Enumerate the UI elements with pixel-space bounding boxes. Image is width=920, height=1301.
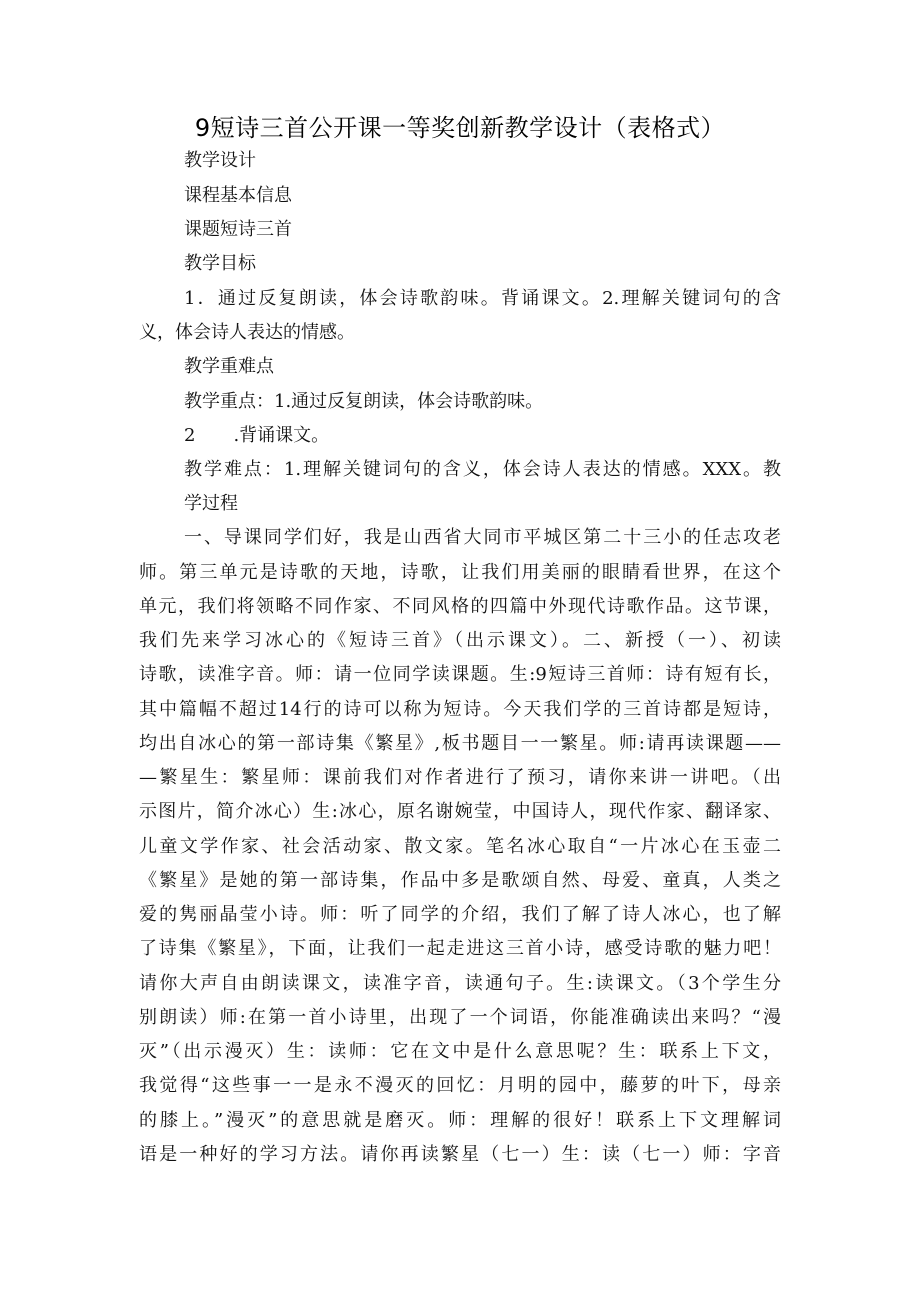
body-line: 单元，我们将领略不同作家、不同风格的四篇中外现代诗歌作品。这节课， — [139, 596, 781, 617]
heading-process: 学过程 — [184, 493, 238, 514]
body-line: 的膝上。”漫灭”的意思就是磨灭。师：理解的很好！联系上下文理解词 — [139, 1110, 781, 1131]
key-point-2-text: .背诵课文。 — [233, 425, 330, 446]
heading-key-difficult: 教学重难点 — [184, 356, 274, 377]
document-title: 9短诗三首公开课一等奖创新教学设计（表格式） — [194, 114, 726, 142]
goals-line-1: 1．通过反复朗读，体会诗歌韵味。背诵课文。2.理解关键词句的含 — [184, 288, 781, 309]
body-line: 灭”（出示漫灭）生：读师：它在文中是什么意思呢？生：联系上下文， — [139, 1041, 781, 1062]
body-line: 语是一种好的学习方法。请你再读繁星（七一）生：读（七一）师：字音 — [139, 1144, 781, 1165]
body-line: 请你大声自由朗读课文，读准字音，读通句子。生:读课文。（3个学生分 — [139, 973, 781, 994]
heading-teaching-design: 教学设计 — [184, 150, 256, 171]
key-point-2 — [184, 423, 329, 449]
body-line: 了诗集《繁星》，下面，让我们一起走进这三首小诗，感受诗歌的魅力吧！ — [139, 938, 781, 959]
heading-topic: 课题短诗三首 — [184, 219, 292, 240]
body-line: 一、导课同学们好，我是山西省大同市平城区第二十三小的任志攻老 — [184, 527, 781, 548]
body-line: —繁星生：繁星师：课前我们对作者进行了预习，请你来讲一讲吧。（出 — [139, 767, 781, 788]
body-line: 我觉得“这些事一一是永不漫灭的回忆：月明的园中，藤萝的叶下，母亲 — [139, 1075, 781, 1096]
key-point-1: 教学重点：1.通过反复朗读，体会诗歌韵味。 — [184, 391, 544, 412]
body-line: 爱的隽丽晶莹小诗。师：听了同学的介绍，我们了解了诗人冰心，也了解 — [139, 904, 781, 925]
body-line: 《繁星》是她的第一部诗集，作品中多是歌颂自然、母爱、童真，人类之 — [139, 870, 781, 891]
body-line: 儿童文学作家、社会活动家、散文家。笔名冰心取自“一片冰心在玉壶二 — [139, 836, 781, 857]
body-line: 别朗读）师:在第一首小诗里，出现了一个词语，你能准确读出来吗？“漫 — [139, 1007, 781, 1028]
heading-teaching-goals: 教学目标 — [184, 253, 256, 274]
body-line: 均出自冰心的第一部诗集《繁星》,板书题目一一繁星。师:请再读课题—— — [139, 733, 781, 754]
heading-course-info: 课程基本信息 — [184, 185, 292, 206]
body-line: 我们先来学习冰心的《短诗三首》（出示课文）。二、新授（一）、初读 — [139, 630, 781, 651]
key-point-2-number: 2 — [184, 425, 196, 446]
body-line: 师。第三单元是诗歌的天地，诗歌，让我们用美丽的眼睛看世界，在这个 — [139, 562, 781, 583]
body-line: 示图片，简介冰心）生:冰心，原名谢婉莹，中国诗人，现代作家、翻译家、 — [139, 801, 781, 822]
goals-line-2: 义，体会诗人表达的情感。 — [139, 322, 355, 343]
body-line: 其中篇幅不超过14行的诗可以称为短诗。今天我们学的三首诗都是短诗， — [139, 699, 781, 720]
body-line: 诗歌，读准字音。师：请一位同学读课题。生:9短诗三首师：诗有短有长， — [139, 664, 781, 685]
difficult-point: 教学难点：1.理解关键词句的含义，体会诗人表达的情感。XXX。教 — [184, 459, 781, 480]
